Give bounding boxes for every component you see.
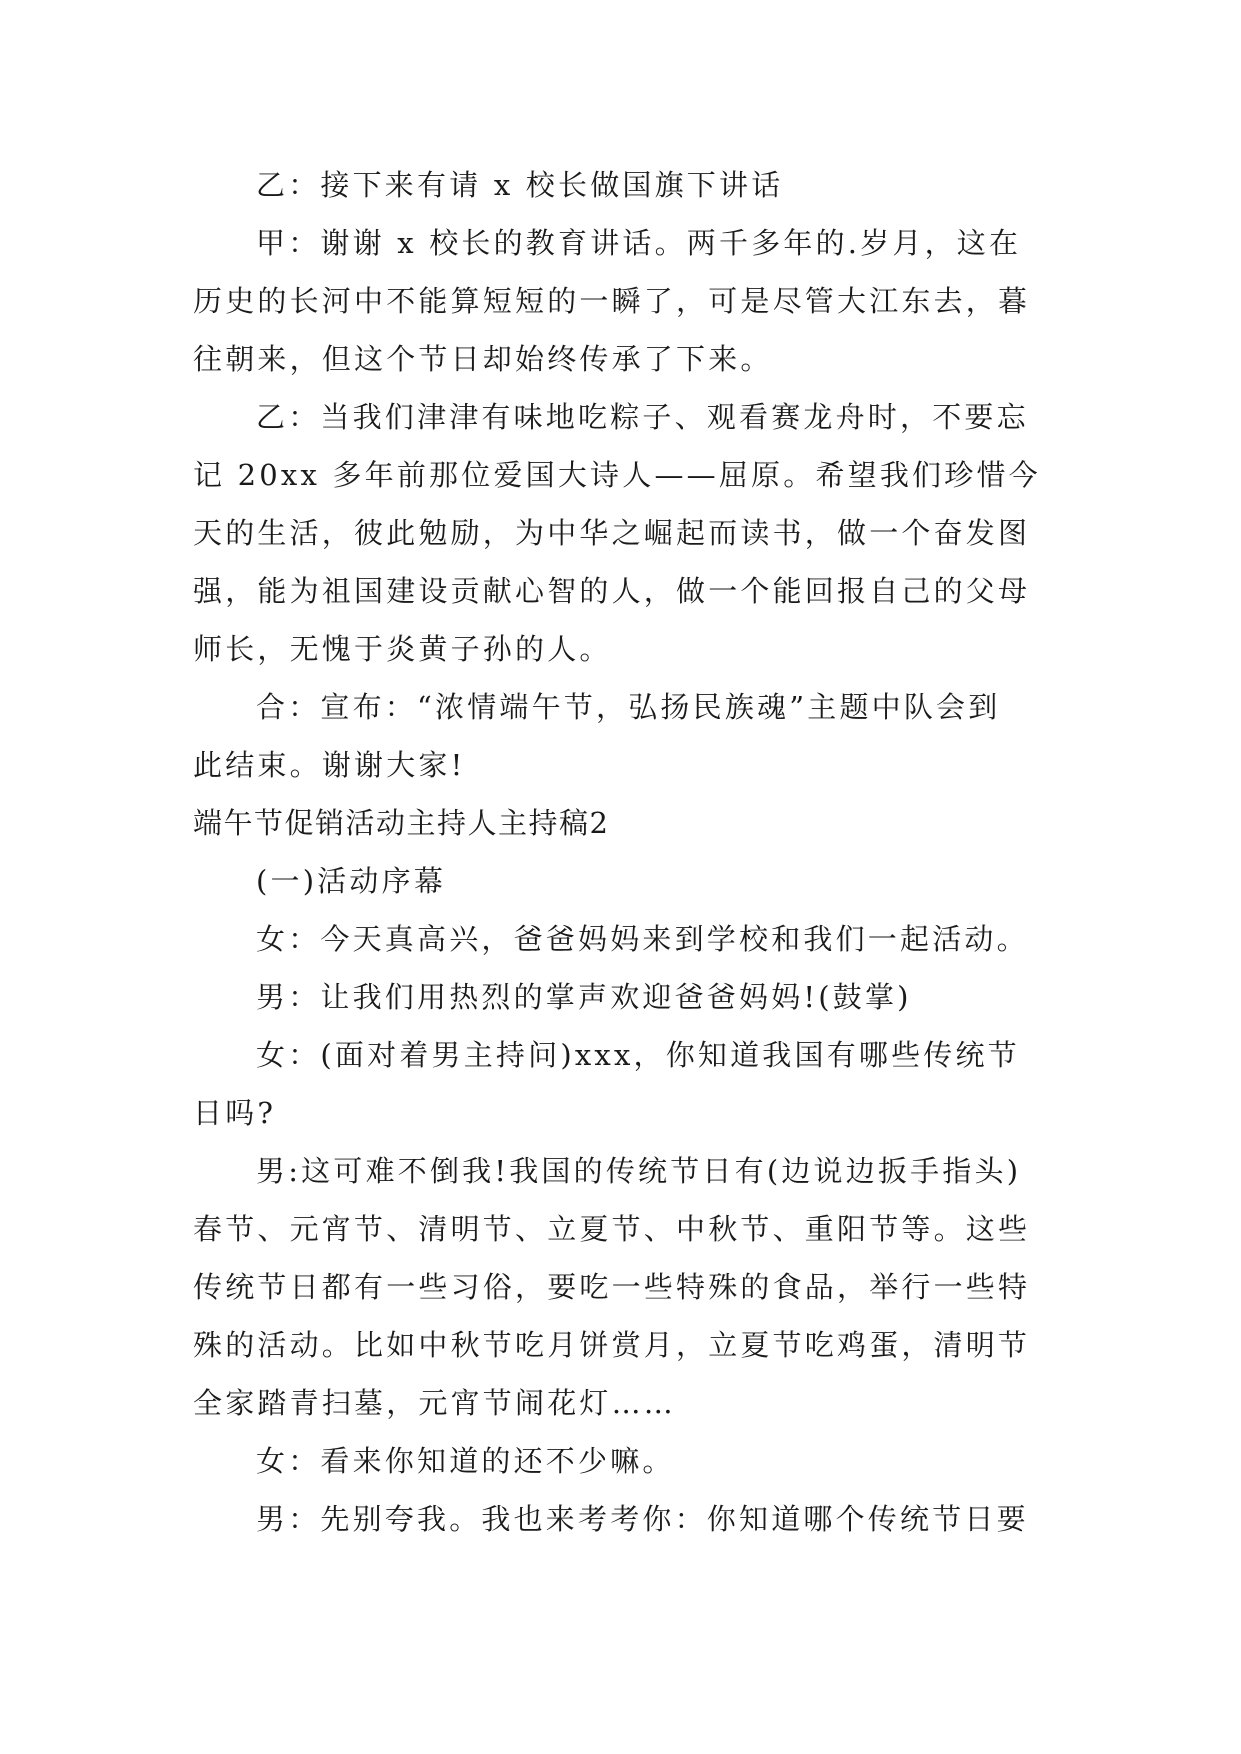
text-line: 天的生活，彼此勉励，为中华之崛起而读书，做一个奋发图 — [193, 516, 1031, 550]
text-line: 师长，无愧于炎黄子孙的人。 — [193, 632, 612, 666]
text-line: 强，能为祖国建设贡献心智的人，做一个能回报自己的父母 — [193, 574, 1031, 608]
text-line: 乙：当我们津津有味地吃粽子、观看赛龙舟时，不要忘 — [256, 400, 1029, 434]
text-line: 女：今天真高兴，爸爸妈妈来到学校和我们一起活动。 — [256, 922, 1029, 956]
text-line: 日吗? — [193, 1096, 277, 1130]
text-line: 男：让我们用热烈的掌声欢迎爸爸妈妈!(鼓掌) — [256, 980, 912, 1014]
subsection-heading: (一)活动序幕 — [256, 864, 447, 898]
text-line: 往朝来，但这个节日却始终传承了下来。 — [193, 342, 773, 376]
text-line: 传统节日都有一些习俗，要吃一些特殊的食品，举行一些特 — [193, 1270, 1031, 1304]
text-line: 女：(面对着男主持问)xxx，你知道我国有哪些传统节 — [256, 1038, 1020, 1072]
text-line: 合：宣布：“浓情端午节，弘扬民族魂”主题中队会到 — [256, 690, 1001, 724]
text-line: 男：先别夸我。我也来考考你：你知道哪个传统节日要 — [256, 1502, 1029, 1536]
text-line: 记 20xx 多年前那位爱国大诗人——屈原。希望我们珍惜今 — [193, 458, 1041, 492]
text-line: 甲：谢谢 x 校长的教育讲话。两千多年的.岁月，这在 — [256, 226, 1022, 260]
text-line: 乙：接下来有请 x 校长做国旗下讲话 — [256, 168, 784, 202]
text-line: 女：看来你知道的还不少嘛。 — [256, 1444, 675, 1478]
text-line: 男:这可难不倒我!我国的传统节日有(边说边扳手指头) — [256, 1154, 1022, 1188]
text-line: 春节、元宵节、清明节、立夏节、中秋节、重阳节等。这些 — [193, 1212, 1031, 1246]
text-line: 殊的活动。比如中秋节吃月饼赏月，立夏节吃鸡蛋，清明节 — [193, 1328, 1031, 1362]
text-line: 历史的长河中不能算短短的一瞬了，可是尽管大江东去，暮 — [193, 284, 1031, 318]
text-line: 此结束。谢谢大家! — [193, 748, 466, 782]
document-body — [193, 156, 1053, 1548]
text-line: 全家踏青扫墓，元宵节闹花灯…… — [193, 1386, 677, 1420]
section-heading: 端午节促销活动主持人主持稿2 — [193, 806, 610, 840]
